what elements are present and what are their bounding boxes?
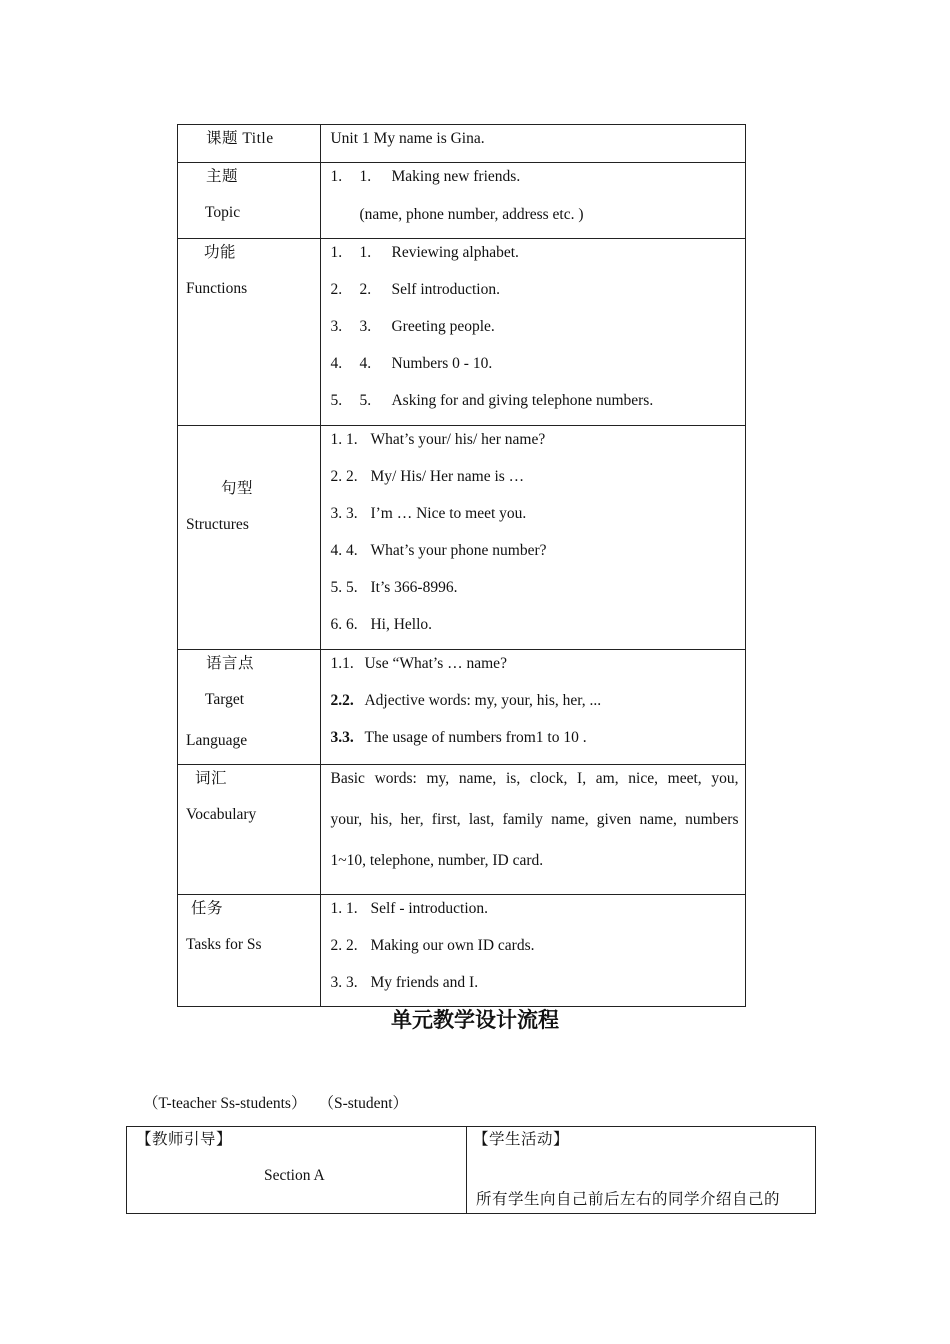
list-item: 4. 4. What’s your phone number? bbox=[330, 542, 547, 559]
functions-label-cn: 功能 bbox=[204, 244, 237, 261]
teacher-guide-header: 【教师引导】 bbox=[136, 1131, 233, 1148]
title-value: Unit 1 My name is Gina. bbox=[330, 130, 485, 147]
student-activity-header: 【学生活动】 bbox=[473, 1131, 570, 1148]
list-item: 3.3. The usage of numbers from1 to 10 . bbox=[330, 729, 587, 746]
teaching-flow-table bbox=[126, 1126, 816, 1214]
section-label: Section A bbox=[264, 1167, 325, 1184]
structures-row bbox=[178, 426, 746, 650]
section-heading: 单元教学设计流程 bbox=[391, 1008, 559, 1032]
topic-label-en: Topic bbox=[205, 204, 241, 221]
student-activity-text: 所有学生向自己前后左右的同学介绍自己的 bbox=[476, 1191, 781, 1208]
list-item: 1. 1. What’s your/ his/ her name? bbox=[330, 431, 546, 448]
list-item: 2. 2. Making our own ID cards. bbox=[330, 937, 535, 954]
functions-row bbox=[178, 239, 746, 426]
list-item: 2. 2. Self introduction. bbox=[330, 281, 500, 298]
topic-row bbox=[178, 163, 746, 239]
structures-label-en: Structures bbox=[186, 516, 249, 533]
vocabulary-label-en: Vocabulary bbox=[186, 806, 257, 823]
title-label: 课题 Title bbox=[206, 130, 274, 147]
list-item: 4. 4. Numbers 0 - 10. bbox=[330, 355, 493, 372]
language-label-en: Language bbox=[186, 732, 248, 749]
vocabulary-label-cn: 词汇 bbox=[195, 770, 228, 787]
structures-label-cn: 句型 bbox=[221, 480, 254, 497]
unit-overview-table bbox=[177, 124, 746, 1007]
tasks-row bbox=[178, 895, 746, 1007]
legend-teacher-students: （T-teacher Ss-students） bbox=[143, 1095, 307, 1112]
vocabulary-line: 1~10, telephone, number, ID card. bbox=[330, 852, 544, 869]
vocabulary-line: your, his, her, first, last, family name, given name, numbers bbox=[330, 811, 739, 828]
list-item: 3. 3. My friends and I. bbox=[330, 974, 479, 991]
topic-note: (name, phone number, address etc. ) bbox=[359, 206, 584, 223]
target-label-en: Target bbox=[205, 691, 245, 708]
legend-student: （S-student） bbox=[318, 1095, 409, 1112]
abbreviation-legend bbox=[143, 1094, 408, 1114]
target-label-cn: 语言点 bbox=[206, 655, 255, 672]
topic-label-cn: 主题 bbox=[206, 168, 239, 185]
list-item: 2.2. Adjective words: my, your, his, her, ... bbox=[330, 692, 602, 709]
list-item: 1. 1. Reviewing alphabet. bbox=[330, 244, 519, 261]
list-item: 5. 5. It’s 366-8996. bbox=[330, 579, 458, 596]
vocabulary-line: Basic words: my, name, is, clock, I, am, nice, meet, you, bbox=[330, 770, 739, 787]
title-row bbox=[178, 125, 746, 163]
list-item: 3. 3. I’m … Nice to meet you. bbox=[330, 505, 527, 522]
functions-label-en: Functions bbox=[186, 280, 248, 297]
list-item: 3. 3. Greeting people. bbox=[330, 318, 495, 335]
list-item: 2. 2. My/ His/ Her name is … bbox=[330, 468, 525, 485]
flow-row bbox=[127, 1127, 816, 1214]
tasks-label-cn: 任务 bbox=[191, 900, 224, 917]
list-item: 1.1. Use “What’s … name? bbox=[330, 655, 507, 672]
list-item: 1. 1. Self - introduction. bbox=[330, 900, 489, 917]
vocabulary-row bbox=[178, 765, 746, 895]
target-language-row bbox=[178, 650, 746, 765]
topic-item: 1. 1. Making new friends. bbox=[330, 168, 521, 185]
tasks-label-en: Tasks for Ss bbox=[186, 936, 262, 953]
list-item: 5. 5. Asking for and giving telephone numbers. bbox=[330, 392, 654, 409]
list-item: 6. 6. Hi, Hello. bbox=[330, 616, 433, 633]
